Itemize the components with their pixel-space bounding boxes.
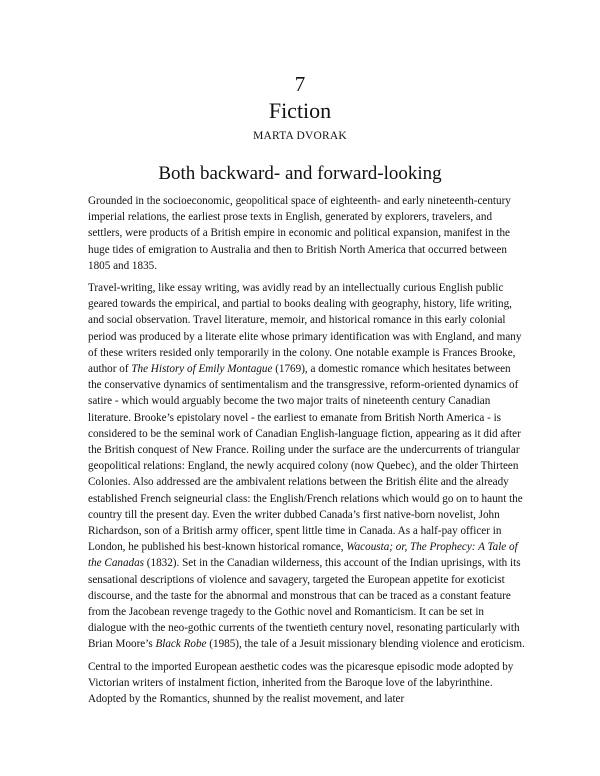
- book-title-wacousta: Wacousta; or, The Prophecy: A Tale of the Canadas: [88, 541, 518, 570]
- body-text: [88, 193, 525, 713]
- paragraph-2-text-b: (1769), a domestic romance which hesitates between the conservative dynamics of sentimentalism and the transgressive, reform-oriented dynamics of satire - which would arguably become the two major traits of nineteenth century Canadian literature. Brooke’s epistolary novel - the earliest to emanate from British North America - is considered to be the seminal work of Canadian English-language fiction, appearing as it did after the British conquest of New France. Roiling under the surface are the undercurrents of triangular geopolitical relations: England, the newly acquired colony (now Quebec), and the older Thirteen Colonies. Also addressed are the ambivalent relations between the British élite and the already established French seigneurial class: the English/French relations which would go on to haunt the country till the present day. Even the writer dubbed Canada’s first native-born novelist, John Richardson, son of a British army officer, spent little time in Canada. As a half-pay officer in London, he published his best-known historical romance,: [88, 363, 523, 554]
- paragraph-2-text-d: (1985), the tale of a Jesuit missionary blending violence and eroticism.: [206, 638, 525, 651]
- chapter-author: MARTA DVORAK: [253, 130, 347, 142]
- paragraph-2-text-a: Travel-writing, like essay writing, was avidly read by an intellectually curious English public geared towards the empirical, and partial to books dealing with geography, history, life writing, and social observation. Travel literature, memoir, and historical romance in this early colonial period was produced by a literate elite whose primary identification was with England, and many of these writers resided only temporarily in the colony. One notable example is Frances Brooke, author of: [88, 282, 522, 376]
- chapter-title: Fiction: [268, 98, 332, 123]
- paragraph-2: [88, 280, 525, 653]
- paragraph-1: Grounded in the socioeconomic, geopolitical space of eighteenth- and early nineteenth-century imperial relations, the earliest prose texts in English, generated by explorers, travelers, and settlers, were products of a British empire in economic and political expansion, manifest in the huge tides of emigration to Australia and then to British North America that occurred between 1805 and 1835.: [88, 195, 511, 272]
- section-heading: Both backward- and forward-looking: [158, 163, 442, 184]
- paragraph-2-text-c: (1832). Set in the Canadian wilderness, this account of the Indian uprisings, with its sensational descriptions of violence and savagery, targeted the European appetite for exoticist discourse, and the taste for the abnormal and monstrous that can be traced as a constant feature from the Jacobean revenge tragedy to the Gothic novel and Romanticism. It can be set in dialogue with the neo-gothic currents of the twentieth century novel, resonating particularly with Brian Moore’s: [88, 557, 521, 651]
- book-title-black-robe: Black Robe: [155, 638, 207, 651]
- chapter-number: 7: [294, 72, 306, 96]
- book-title-emily-montague: The History of Emily Montague: [131, 363, 273, 376]
- paragraph-3: Central to the imported European aesthetic codes was the picaresque episodic mode adopted by Victorian writers of instalment fiction, inherited from the Baroque love of the labyrinthine. Adopted by the Romantics, shunned by the realist movement, and later: [88, 660, 514, 706]
